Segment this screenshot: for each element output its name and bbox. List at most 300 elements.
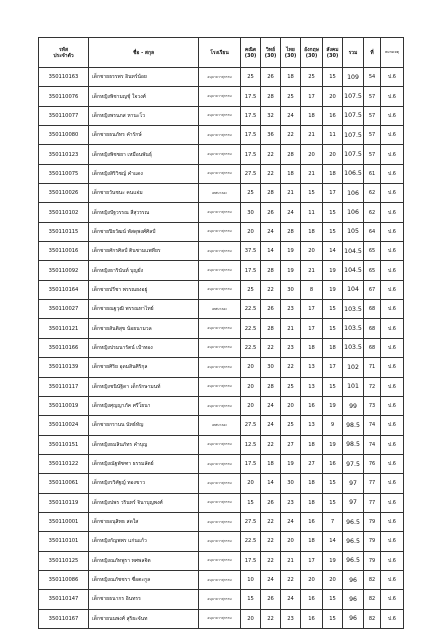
cell-total: 97.5 [343, 454, 364, 473]
cell-english: 20 [301, 242, 323, 261]
cell-total: 103.5 [343, 300, 364, 319]
col-header-thai: ไทย (30) [281, 38, 301, 68]
cell-name: เด็กชายธนภัทร คำรักษ์ [89, 126, 199, 145]
cell-total: 103.5 [343, 338, 364, 357]
table-row [39, 416, 404, 435]
cell-social: 15 [323, 300, 343, 319]
cell-math: 15 [241, 493, 261, 512]
cell-social: 15 [323, 68, 343, 87]
cell-math: 25 [241, 184, 261, 203]
cell-science: 32 [261, 106, 281, 125]
table-row [39, 590, 404, 609]
cell-rank: 76 [364, 454, 381, 473]
cell-rank: 79 [364, 512, 381, 531]
cell-social: 16 [323, 106, 343, 125]
cell-total: 107.5 [343, 87, 364, 106]
cell-thai: 28 [281, 145, 301, 164]
cell-school: อนุบาลวาสุกรรม [199, 358, 241, 377]
cell-social: 20 [323, 145, 343, 164]
cell-school: อนุบาลวาสุกรรม [199, 261, 241, 280]
cell-math: 20 [241, 358, 261, 377]
table-row [39, 358, 404, 377]
cell-social: 15 [323, 319, 343, 338]
cell-thai: 24 [281, 106, 301, 125]
col-header-social: สังคม (30) [323, 38, 343, 68]
cell-science: 22 [261, 532, 281, 551]
score-sheet [38, 37, 403, 629]
cell-school: อนุบาลวาสุกรรม [199, 435, 241, 454]
cell-id: 350110117 [39, 377, 89, 396]
cell-math: 30 [241, 203, 261, 222]
cell-name: เด็กหญิงชนินัฐิดา เด็กรักษามนท์ [89, 377, 199, 396]
cell-social: 14 [323, 532, 343, 551]
cell-social: 16 [323, 454, 343, 473]
cell-total: 107.5 [343, 145, 364, 164]
cell-school: อนุบาลวาสุกรรม [199, 319, 241, 338]
cell-name: เด็กชายศิริย อุดมสินศิริกุล [89, 358, 199, 377]
cell-rank: 68 [364, 319, 381, 338]
cell-name: เด็กหญิงพิชชยา เหมือนพันธุ์ [89, 145, 199, 164]
cell-total: 98.5 [343, 435, 364, 454]
cell-school: อนุบาลวาสุกรรม [199, 106, 241, 125]
cell-note: ป.6 [381, 126, 404, 145]
cell-name: เด็กชายสันติสุข น้อยนามวล [89, 319, 199, 338]
cell-thai: 23 [281, 338, 301, 357]
cell-rank: 67 [364, 280, 381, 299]
cell-english: 20 [301, 570, 323, 589]
cell-id: 350110119 [39, 493, 89, 512]
score-table [38, 37, 404, 629]
cell-math: 25 [241, 68, 261, 87]
cell-note: ป.6 [381, 358, 404, 377]
cell-social: 17 [323, 184, 343, 203]
table-row [39, 435, 404, 454]
table-row [39, 609, 404, 628]
table-body [39, 68, 404, 629]
cell-math: 27.5 [241, 416, 261, 435]
cell-social: 20 [323, 87, 343, 106]
cell-id: 350110075 [39, 164, 89, 183]
col-header-total: รวม [343, 38, 364, 68]
col-header-school: โรงเรียน [199, 38, 241, 68]
cell-total: 106.5 [343, 164, 364, 183]
cell-science: 26 [261, 203, 281, 222]
table-row [39, 474, 404, 493]
cell-english: 16 [301, 512, 323, 531]
cell-thai: 28 [281, 222, 301, 241]
cell-science: 26 [261, 493, 281, 512]
cell-id: 350110026 [39, 184, 89, 203]
cell-thai: 22 [281, 126, 301, 145]
cell-social: 17 [323, 358, 343, 377]
cell-name: เด็กหญิงสิริวิชญ์ คำแดง [89, 164, 199, 183]
cell-thai: 27 [281, 435, 301, 454]
cell-social: 19 [323, 551, 343, 570]
cell-id: 350110151 [39, 435, 89, 454]
cell-total: 104 [343, 280, 364, 299]
table-row [39, 106, 404, 125]
cell-math: 20 [241, 377, 261, 396]
cell-social: 7 [323, 512, 343, 531]
cell-rank: 77 [364, 493, 381, 512]
cell-name: เด็กชายธรรพร อินทร์น้อย [89, 68, 199, 87]
cell-math: 17.5 [241, 261, 261, 280]
cell-math: 27.5 [241, 164, 261, 183]
cell-rank: 65 [364, 261, 381, 280]
cell-school: เทศบาลอะ [199, 184, 241, 203]
cell-school: อนุบาลวาสุกรรม [199, 145, 241, 164]
table-row [39, 68, 404, 87]
col-header-math: คณิต (30) [241, 38, 261, 68]
cell-thai: 24 [281, 512, 301, 531]
cell-english: 16 [301, 590, 323, 609]
cell-school: อนุบาลวาสุกรรม [199, 474, 241, 493]
cell-school: อนุบาลวาสุกรรม [199, 280, 241, 299]
cell-total: 99 [343, 396, 364, 415]
cell-rank: 73 [364, 396, 381, 415]
cell-english: 21 [301, 261, 323, 280]
cell-id: 350110147 [39, 590, 89, 609]
cell-english: 13 [301, 377, 323, 396]
cell-note: ป.6 [381, 280, 404, 299]
table-row [39, 222, 404, 241]
cell-rank: 82 [364, 609, 381, 628]
cell-english: 25 [301, 68, 323, 87]
cell-name: เด็กหญิงณภัชชรา ซื่อตะกูล [89, 570, 199, 589]
cell-id: 350110080 [39, 126, 89, 145]
cell-name: เด็กหญิงกัญพพร แก่นแก้ว [89, 532, 199, 551]
table-row [39, 280, 404, 299]
cell-math: 17.5 [241, 551, 261, 570]
cell-thai: 25 [281, 416, 301, 435]
cell-thai: 21 [281, 319, 301, 338]
cell-social: 19 [323, 261, 343, 280]
cell-id: 350110121 [39, 319, 89, 338]
table-row [39, 377, 404, 396]
cell-name: เด็กชายธนากร อินทรร [89, 590, 199, 609]
cell-english: 17 [301, 300, 323, 319]
cell-note: ป.6 [381, 242, 404, 261]
table-row [39, 164, 404, 183]
cell-english: 18 [301, 222, 323, 241]
cell-rank: 79 [364, 551, 381, 570]
table-row [39, 338, 404, 357]
cell-note: ป.6 [381, 532, 404, 551]
cell-total: 96 [343, 590, 364, 609]
cell-name: เด็กหญิงพรนภส หานะโว [89, 106, 199, 125]
cell-name: เด็กชายอนุสิทธ สดใส [89, 512, 199, 531]
cell-total: 106 [343, 184, 364, 203]
table-row [39, 319, 404, 338]
cell-rank: 65 [364, 242, 381, 261]
cell-thai: 22 [281, 358, 301, 377]
cell-school: อนุบาลวาสุกรรม [199, 532, 241, 551]
cell-rank: 82 [364, 570, 381, 589]
cell-math: 15 [241, 590, 261, 609]
cell-school: เทศบาลอะ [199, 416, 241, 435]
cell-thai: 18 [281, 164, 301, 183]
cell-note: ป.6 [381, 493, 404, 512]
cell-id: 350110125 [39, 551, 89, 570]
cell-name: เด็กชายปรีชา พรรณยงอยู่ [89, 280, 199, 299]
cell-thai: 20 [281, 396, 301, 415]
cell-note: ป.6 [381, 609, 404, 628]
cell-science: 22 [261, 145, 281, 164]
cell-name: เด็กหญิงพิชามญชุ์ ใจวงศ์ [89, 87, 199, 106]
cell-note: ป.6 [381, 106, 404, 125]
cell-thai: 23 [281, 300, 301, 319]
table-row [39, 532, 404, 551]
cell-school: อนุบาลวาสุกรรม [199, 126, 241, 145]
table-row [39, 493, 404, 512]
col-header-name: ชื่อ - สกุล [89, 38, 199, 68]
cell-rank: 71 [364, 358, 381, 377]
cell-school: อนุบาลวาสุกรรม [199, 493, 241, 512]
cell-english: 15 [301, 184, 323, 203]
cell-science: 28 [261, 261, 281, 280]
cell-thai: 25 [281, 87, 301, 106]
cell-math: 22.5 [241, 532, 261, 551]
cell-school: อนุบาลวาสุกรรม [199, 551, 241, 570]
cell-thai: 24 [281, 203, 301, 222]
cell-total: 97 [343, 493, 364, 512]
cell-total: 98.5 [343, 416, 364, 435]
cell-note: ป.6 [381, 474, 404, 493]
cell-thai: 18 [281, 68, 301, 87]
cell-name: เด็กชายปิยวัฒน์ พัสดุพงศ์ศิลป์ [89, 222, 199, 241]
cell-social: 15 [323, 474, 343, 493]
cell-english: 8 [301, 280, 323, 299]
col-header-id: รหัส ประจำตัว [39, 38, 89, 68]
cell-total: 96 [343, 570, 364, 589]
cell-rank: 57 [364, 87, 381, 106]
table-row [39, 126, 404, 145]
cell-id: 350110019 [39, 396, 89, 415]
cell-rank: 79 [364, 532, 381, 551]
cell-id: 350110122 [39, 454, 89, 473]
cell-english: 16 [301, 396, 323, 415]
cell-id: 350110139 [39, 358, 89, 377]
cell-social: 19 [323, 280, 343, 299]
cell-science: 26 [261, 590, 281, 609]
cell-science: 26 [261, 68, 281, 87]
cell-id: 350110167 [39, 609, 89, 628]
cell-rank: 74 [364, 416, 381, 435]
table-row [39, 203, 404, 222]
cell-social: 18 [323, 338, 343, 357]
cell-thai: 25 [281, 377, 301, 396]
cell-id: 350110024 [39, 416, 89, 435]
cell-social: 19 [323, 396, 343, 415]
cell-total: 102 [343, 358, 364, 377]
cell-school: เทศบาลอะ [199, 300, 241, 319]
table-row [39, 396, 404, 415]
cell-thai: 21 [281, 184, 301, 203]
cell-science: 22 [261, 338, 281, 357]
cell-note: ป.6 [381, 222, 404, 241]
cell-math: 17.5 [241, 126, 261, 145]
cell-math: 22.5 [241, 319, 261, 338]
cell-rank: 57 [364, 145, 381, 164]
cell-id: 350110016 [39, 242, 89, 261]
cell-note: ป.6 [381, 512, 404, 531]
cell-science: 36 [261, 126, 281, 145]
cell-thai: 23 [281, 493, 301, 512]
cell-id: 350110115 [39, 222, 89, 241]
cell-math: 20 [241, 474, 261, 493]
cell-rank: 62 [364, 184, 381, 203]
cell-total: 109 [343, 68, 364, 87]
cell-science: 24 [261, 396, 281, 415]
table-row [39, 454, 404, 473]
cell-id: 350110164 [39, 280, 89, 299]
cell-social: 15 [323, 609, 343, 628]
cell-total: 101 [343, 377, 364, 396]
cell-name: เด็กชายวันชนะ คนแจ่ม [89, 184, 199, 203]
cell-note: ป.6 [381, 338, 404, 357]
cell-social: 15 [323, 493, 343, 512]
cell-math: 17.5 [241, 145, 261, 164]
cell-science: 28 [261, 319, 281, 338]
cell-note: ป.6 [381, 590, 404, 609]
cell-math: 20 [241, 396, 261, 415]
cell-english: 18 [301, 493, 323, 512]
table-row [39, 512, 404, 531]
cell-english: 17 [301, 551, 323, 570]
cell-id: 350110102 [39, 203, 89, 222]
cell-rank: 72 [364, 377, 381, 396]
table-row [39, 300, 404, 319]
cell-english: 18 [301, 338, 323, 357]
cell-school: อนุบาลวาสุกรรม [199, 609, 241, 628]
table-row [39, 242, 404, 261]
cell-school: อนุบาลวาสุกรรม [199, 87, 241, 106]
cell-name: เด็กหญิงปัฐวรรณ สีสุวรรณ [89, 203, 199, 222]
cell-note: ป.6 [381, 203, 404, 222]
cell-social: 15 [323, 590, 343, 609]
cell-total: 103.5 [343, 319, 364, 338]
cell-thai: 22 [281, 570, 301, 589]
cell-rank: 68 [364, 300, 381, 319]
cell-science: 14 [261, 474, 281, 493]
cell-note: ป.6 [381, 570, 404, 589]
cell-school: อนุบาลวาสุกรรม [199, 454, 241, 473]
cell-thai: 30 [281, 280, 301, 299]
cell-total: 107.5 [343, 126, 364, 145]
cell-note: ป.6 [381, 416, 404, 435]
cell-social: 15 [323, 203, 343, 222]
cell-science: 26 [261, 300, 281, 319]
cell-english: 20 [301, 145, 323, 164]
cell-school: อนุบาลวาสุกรรม [199, 396, 241, 415]
cell-science: 30 [261, 358, 281, 377]
cell-rank: 77 [364, 474, 381, 493]
cell-science: 14 [261, 242, 281, 261]
cell-total: 104.5 [343, 261, 364, 280]
cell-math: 20 [241, 609, 261, 628]
cell-thai: 23 [281, 609, 301, 628]
cell-math: 17.5 [241, 87, 261, 106]
cell-social: 19 [323, 435, 343, 454]
cell-science: 22 [261, 435, 281, 454]
cell-math: 17.5 [241, 454, 261, 473]
cell-note: ป.6 [381, 396, 404, 415]
cell-rank: 57 [364, 126, 381, 145]
cell-social: 15 [323, 222, 343, 241]
cell-science: 24 [261, 570, 281, 589]
cell-total: 106 [343, 203, 364, 222]
cell-name: เด็กหญิงธมลินภัทร คำบุญ [89, 435, 199, 454]
cell-id: 350110123 [39, 145, 89, 164]
cell-total: 96.5 [343, 551, 364, 570]
table-row [39, 87, 404, 106]
cell-id: 350110166 [39, 338, 89, 357]
cell-name: เด็กหญิงณภัทพูรา ทศพลจิต [89, 551, 199, 570]
cell-total: 96 [343, 609, 364, 628]
table-row [39, 184, 404, 203]
cell-name: เด็กชายกรานน นัทธ์ทัญ [89, 416, 199, 435]
cell-thai: 20 [281, 532, 301, 551]
cell-school: อนุบาลวาสุกรรม [199, 590, 241, 609]
cell-school: อนุบาลวาสุกรรม [199, 242, 241, 261]
cell-name: เด็กหญิงธารินันท์ บุญยั่ง [89, 261, 199, 280]
cell-science: 18 [261, 454, 281, 473]
cell-note: ป.6 [381, 261, 404, 280]
cell-english: 18 [301, 532, 323, 551]
cell-note: ป.6 [381, 164, 404, 183]
cell-science: 28 [261, 184, 281, 203]
cell-id: 350110101 [39, 532, 89, 551]
cell-social: 9 [323, 416, 343, 435]
cell-note: ป.6 [381, 454, 404, 473]
cell-thai: 19 [281, 242, 301, 261]
cell-total: 97 [343, 474, 364, 493]
cell-thai: 19 [281, 454, 301, 473]
cell-total: 105 [343, 222, 364, 241]
cell-thai: 19 [281, 261, 301, 280]
cell-name: เด็กหญิงรวิศัฐญ์ ทองขาว [89, 474, 199, 493]
cell-rank: 74 [364, 435, 381, 454]
cell-id: 350110027 [39, 300, 89, 319]
cell-science: 22 [261, 609, 281, 628]
cell-rank: 64 [364, 222, 381, 241]
cell-school: อนุบาลวาสุกรรม [199, 570, 241, 589]
cell-id: 350110086 [39, 570, 89, 589]
cell-school: อนุบาลวาสุกรรม [199, 338, 241, 357]
cell-rank: 82 [364, 590, 381, 609]
cell-id: 350110001 [39, 512, 89, 531]
cell-thai: 21 [281, 551, 301, 570]
cell-social: 15 [323, 377, 343, 396]
cell-total: 96.5 [343, 532, 364, 551]
cell-name: เด็กชายณฐวุฒิ พรรณหาไทย์ [89, 300, 199, 319]
cell-thai: 30 [281, 474, 301, 493]
table-row [39, 261, 404, 280]
cell-english: 13 [301, 416, 323, 435]
table-header-row [39, 38, 404, 68]
cell-english: 21 [301, 164, 323, 183]
cell-science: 28 [261, 87, 281, 106]
cell-science: 24 [261, 222, 281, 241]
cell-english: 18 [301, 474, 323, 493]
cell-social: 20 [323, 570, 343, 589]
cell-id: 350110076 [39, 87, 89, 106]
cell-math: 25 [241, 280, 261, 299]
cell-rank: 57 [364, 106, 381, 125]
table-row [39, 145, 404, 164]
cell-english: 18 [301, 106, 323, 125]
cell-note: ป.6 [381, 145, 404, 164]
